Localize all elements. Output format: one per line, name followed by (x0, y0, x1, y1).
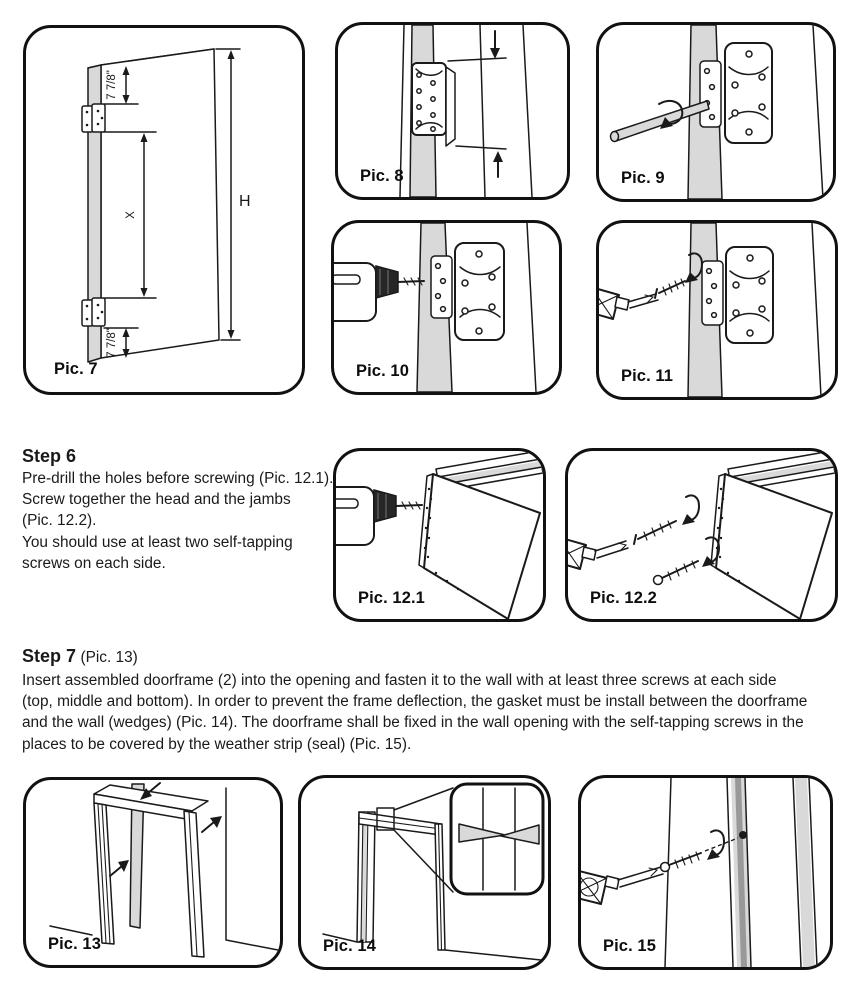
magnified-inset (451, 784, 543, 894)
step-6-text-line: Pre-drill the holes before screwing (Pic. 12.1). (22, 470, 334, 487)
panel-pic-12-2 (565, 448, 838, 622)
screw-illustration (655, 279, 685, 298)
panel-pic-7 (23, 25, 305, 395)
pic-7-label: Pic. 7 (54, 360, 98, 378)
dim-top-label: 7 7/8" (106, 70, 118, 100)
pic-15-label: Pic. 15 (603, 937, 656, 955)
callout-line (394, 830, 453, 892)
dim-h-label: H (239, 193, 251, 210)
step-7-heading: Step 7 (22, 646, 77, 666)
pic-13-label: Pic. 13 (48, 935, 101, 953)
step-7-text-line: Insert assembled doorframe (2) into the opening and fasten it to the wall with at least three screws at each side (22, 672, 777, 689)
pic-12-2-label: Pic. 12.2 (590, 589, 657, 607)
screw-illustration (634, 495, 699, 544)
dim-x-label: X (125, 211, 137, 219)
doorframe-illustration (94, 785, 208, 957)
pic-12-1-label: Pic. 12.1 (358, 589, 425, 607)
step-6-text-line: screws on each side. (22, 554, 166, 572)
arrow-icon (202, 822, 214, 832)
step-6-text-line: You should use at least two self-tapping (22, 533, 293, 551)
step-7-heading-note: (Pic. 13) (80, 649, 138, 666)
screw-illustration (661, 852, 702, 872)
panel-pic-8 (335, 22, 570, 200)
callout-line (394, 788, 453, 810)
step-7-section (22, 644, 846, 755)
step-6-section (22, 444, 342, 574)
step-7-text-line: (top, middle and bottom). In order to prevent the frame deflection, the gasket must be install between the doorframe (22, 693, 808, 711)
dim-bottom-label: 7 7/8" (106, 328, 118, 358)
screw-hole-dot (739, 831, 747, 839)
panel-pic-12-1 (333, 448, 546, 622)
alignment-marks (448, 31, 506, 177)
arrow-down-icon (490, 48, 500, 59)
jamb-panel-illustration (711, 474, 832, 619)
panel-pic-15 (578, 775, 833, 970)
arrow-up-icon (493, 151, 503, 162)
step-6-text-line: (Pic. 12.2). (22, 512, 97, 530)
panel-pic-11 (596, 220, 838, 400)
frame-strips (727, 778, 817, 967)
screwdriver-illustration (599, 287, 658, 319)
loose-screw-illustration (654, 537, 720, 584)
step-7-text-line: places to be covered by the weather strip (seal) (Pic. 15). (22, 735, 412, 753)
pic-14-label: Pic. 14 (323, 937, 376, 955)
door-hinge-dimension-diagram (26, 28, 302, 392)
hinge-illustration (412, 63, 455, 146)
pic-10-label: Pic. 10 (356, 362, 409, 380)
step-7-text-line: and the wall (wedges) (Pic. 14). The doorframe shall be fixed in the wall opening with the self-tapping screws in the (22, 714, 804, 732)
arrow-icon (110, 866, 122, 876)
panel-pic-14 (298, 775, 551, 970)
pic-11-label: Pic. 11 (621, 367, 674, 385)
screwdriver-illustration (581, 867, 663, 904)
drill-illustration (334, 263, 424, 321)
step-6-text-line: Screw together the head and the jambs (22, 491, 291, 509)
panel-pic-10 (331, 220, 562, 395)
jamb-panel-illustration (419, 474, 540, 619)
pic-9-label: Pic. 9 (621, 169, 665, 187)
panel-pic-13 (23, 777, 283, 968)
drill-illustration (336, 487, 422, 545)
panel-pic-9 (596, 22, 836, 202)
screwdriver-illustration (568, 537, 628, 569)
step-6-heading: Step 6 (22, 446, 77, 466)
pic-8-label: Pic. 8 (360, 167, 404, 185)
hinge-bottom-illustration (82, 298, 105, 326)
hinge-top-illustration (82, 104, 105, 132)
